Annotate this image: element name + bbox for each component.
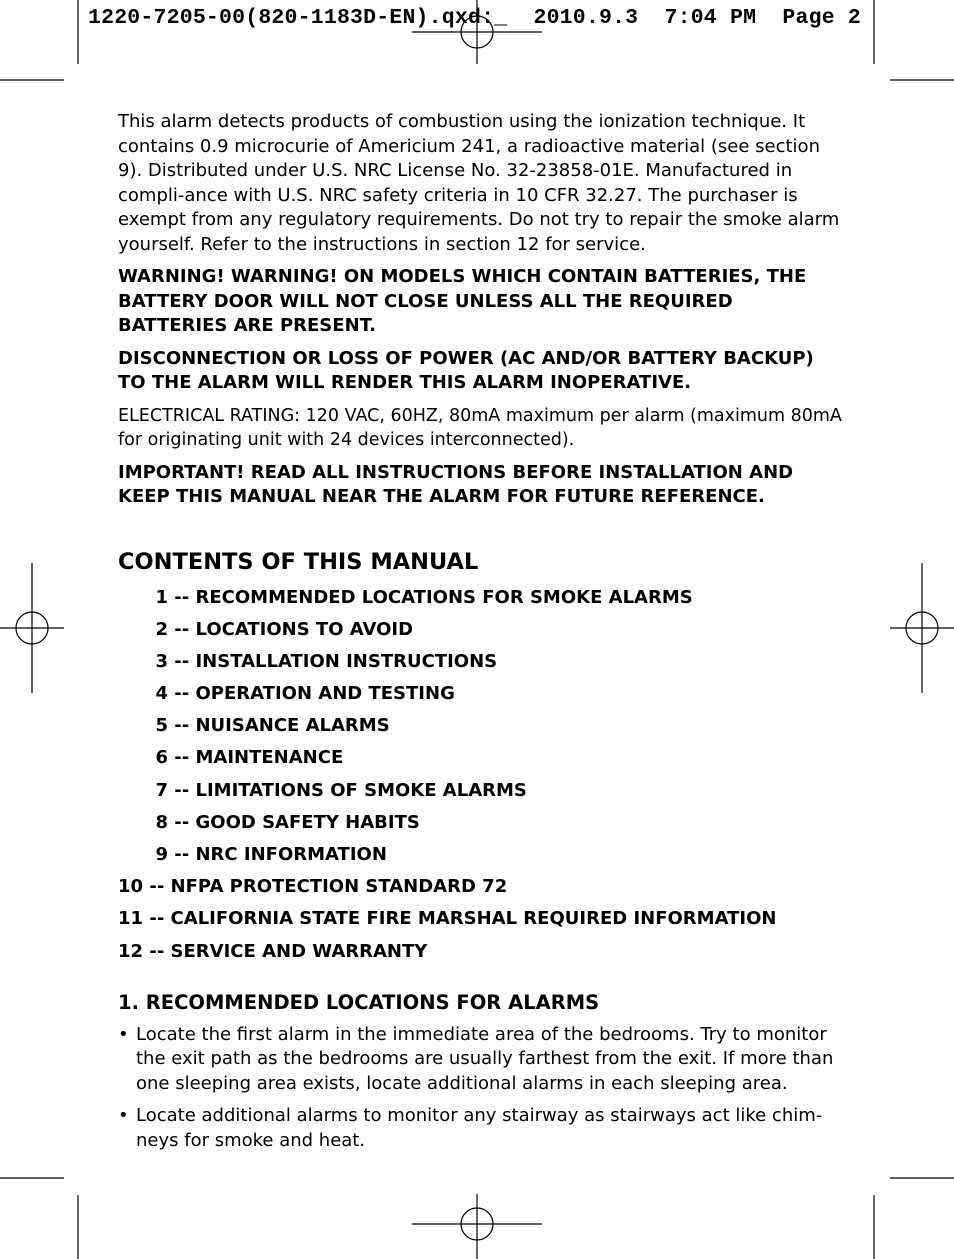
registration-mark-left — [0, 563, 64, 693]
section-1-title: 1. RECOMMENDED LOCATIONS FOR ALARMS — [118, 990, 600, 1014]
toc-item: 8 -- GOOD SAFETY HABITS — [155, 811, 420, 833]
important-notice: IMPORTANT! READ ALL INSTRUCTIONS BEFORE INSTALLATION AND KEEP THIS MANUAL NEAR THE ALARM FOR FUTURE REFERENCE. — [118, 461, 794, 507]
toc-item: 6 -- MAINTENANCE — [155, 747, 344, 769]
toc-item: 5 -- NUISANCE ALARMS — [155, 715, 390, 737]
toc-item: 3 -- INSTALLATION INSTRUCTIONS — [155, 650, 498, 672]
registration-mark-top — [412, 0, 542, 64]
toc-item: 4 -- OPERATION AND TESTING — [155, 683, 455, 705]
intro-paragraph: This alarm detects products of combustion using the ionization technique. It contains 0.9 microcurie of Americium 241, a radioactive material (see section 9). Distributed under U.S. NRC License No. 32-23858-01E. Manufactured in compli-ance with U.S. NRC safety criteria in 10 CFR 32.27. The purchaser is exempt from any regulatory requirements. Do not try to repair the smoke alarm yourself. Refer to the instructions in section 12 for service. — [118, 111, 840, 255]
toc-item: 12 -- SERVICE AND WARRANTY — [118, 940, 428, 962]
print-slug-line: 1220-7205-00(820-1183D-EN).qxd:_ 2010.9.3 7:04 PM Page 2 — [88, 6, 862, 30]
registration-mark-bottom — [412, 1194, 542, 1259]
toc-item: 7 -- LIMITATIONS OF SMOKE ALARMS — [155, 779, 527, 801]
registration-mark-right — [890, 563, 954, 693]
toc-item: 10 -- NFPA PROTECTION STANDARD 72 — [118, 876, 508, 898]
toc-item: 1 -- RECOMMENDED LOCATIONS FOR SMOKE ALARMS — [155, 586, 693, 608]
section-1-bullets — [118, 1023, 842, 1154]
bullet-icon: • — [118, 1023, 129, 1045]
manual-page-content — [118, 110, 842, 1161]
power-warning: DISCONNECTION OR LOSS OF POWER (AC AND/OR BATTERY BACKUP) TO THE ALARM WILL RENDER THIS ALARM INOPERATIVE. — [118, 347, 814, 393]
battery-warning: WARNING! WARNING! ON MODELS WHICH CONTAIN BATTERIES, THE BATTERY DOOR WILL NOT CLOSE UNLESS ALL THE REQUIRED BATTERIES ARE PRESENT. — [118, 266, 807, 336]
list-item: • Locate the first alarm in the immediate area of the bedrooms. Try to monitor the exit path as the bedrooms are usually farthest from the exit. If more than one sleeping area exists, locate additional alarms in each sleeping area. — [118, 1023, 834, 1094]
bullet-icon: • — [118, 1105, 129, 1127]
contents-title: CONTENTS OF THIS MANUAL — [118, 548, 479, 575]
toc-item: 11 -- CALIFORNIA STATE FIRE MARSHAL REQUIRED INFORMATION — [118, 908, 777, 930]
toc-item: 2 -- LOCATIONS TO AVOID — [155, 618, 414, 640]
list-item: • Locate additional alarms to monitor any stairway as stairways act like chim-neys for smoke and heat. — [118, 1105, 823, 1151]
table-of-contents — [118, 582, 842, 968]
electrical-rating: ELECTRICAL RATING: 120 VAC, 60HZ, 80mA maximum per alarm (maximum 80mA for originating unit with 24 devices interconnected). — [118, 405, 842, 450]
toc-item: 9 -- NRC INFORMATION — [155, 844, 387, 865]
